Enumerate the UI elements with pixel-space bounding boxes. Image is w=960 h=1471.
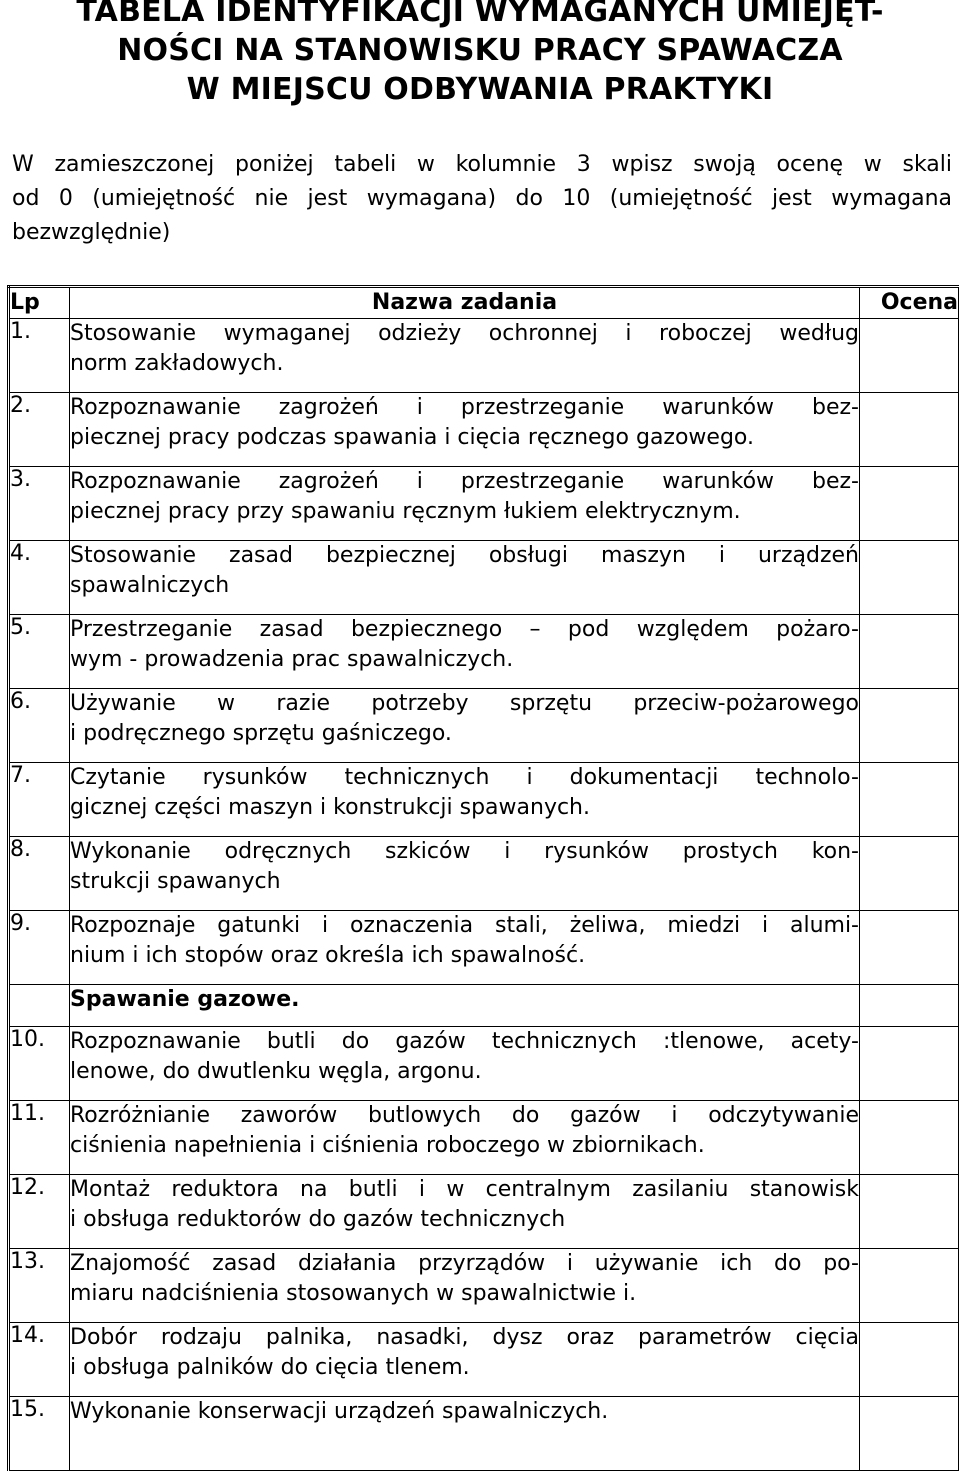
table-body-section [9, 985, 959, 1027]
task-name-cell [70, 837, 860, 911]
page-title [0, 0, 960, 109]
task-name-line: ciśnienia napełnienia i ciśnienia roboczego w zbiornikach. [70, 1133, 705, 1158]
score-input-cell[interactable] [860, 1323, 959, 1397]
task-name-line: spawalniczych [70, 573, 230, 598]
row-number: 3. [9, 467, 70, 541]
instructions-paragraph [12, 148, 952, 250]
header-score: Ocena [860, 287, 959, 319]
row-number: 2. [9, 393, 70, 467]
table-row [9, 1323, 959, 1397]
score-input-cell[interactable] [860, 1101, 959, 1175]
table-body-general [9, 319, 959, 985]
row-number: 8. [9, 837, 70, 911]
task-name [70, 911, 859, 971]
header-row [9, 287, 959, 319]
task-name [70, 1101, 859, 1161]
task-name [70, 1397, 859, 1427]
table-body-gas-welding [9, 1027, 959, 1471]
task-name-line: Rozpoznaje gatunki i oznaczenia stali, żeliwa, miedzi i alumi- [70, 913, 859, 938]
task-name [70, 541, 859, 601]
task-name-line: Wykonanie odręcznych szkiców i rysunków prostych kon- [70, 839, 859, 864]
table-row [9, 1027, 959, 1101]
table-header [9, 287, 959, 319]
section-title: Spawanie gazowe. [70, 985, 860, 1027]
score-input-cell[interactable] [860, 615, 959, 689]
row-number: 12. [9, 1175, 70, 1249]
instructions-line-1: W zamieszczonej poniżej tabeli w kolumnie 3 wpisz swoją ocenę w skali [12, 152, 952, 177]
row-number: 1. [9, 319, 70, 393]
task-name-cell [70, 1397, 860, 1471]
task-name-line: wym - prowadzenia prac spawalniczych. [70, 647, 514, 672]
row-number: 5. [9, 615, 70, 689]
task-name-cell [70, 1249, 860, 1323]
score-input-cell[interactable] [860, 911, 959, 985]
task-name [70, 393, 859, 453]
task-name-cell [70, 541, 860, 615]
row-number: 10. [9, 1027, 70, 1101]
task-name-cell [70, 911, 860, 985]
task-name-cell [70, 393, 860, 467]
score-input-cell[interactable] [860, 393, 959, 467]
task-name-line: piecznej pracy podczas spawania i cięcia ręcznego gazowego. [70, 425, 754, 450]
task-name-line: Dobór rodzaju palnika, nasadki, dysz oraz parametrów cięcia [70, 1325, 859, 1350]
task-name [70, 837, 859, 897]
score-input-cell[interactable] [860, 541, 959, 615]
table-row [9, 615, 959, 689]
score-input-cell[interactable] [860, 837, 959, 911]
header-task-name: Nazwa zadania [70, 287, 860, 319]
task-name-cell [70, 319, 860, 393]
task-name-cell [70, 763, 860, 837]
task-name-line: nium i ich stopów oraz określa ich spawalność. [70, 943, 586, 968]
task-name [70, 1027, 859, 1087]
task-name-line: Rozpoznawanie butli do gazów technicznych :tlenowe, acety- [70, 1029, 859, 1054]
instructions-line-3: bezwzględnie) [12, 220, 171, 245]
task-name-line: Rozpoznawanie zagrożeń i przestrzeganie warunków bez- [70, 469, 859, 494]
table-row [9, 1175, 959, 1249]
task-name-line: i obsługa reduktorów do gazów technicznych [70, 1207, 566, 1232]
task-name [70, 467, 859, 527]
table-row [9, 319, 959, 393]
task-name-line: Stosowanie wymaganej odzieży ochronnej i roboczej według [70, 321, 859, 346]
row-number: 13. [9, 1249, 70, 1323]
task-name [70, 319, 859, 379]
task-name-line: gicznej części maszyn i konstrukcji spawanych. [70, 795, 590, 820]
task-name-cell [70, 689, 860, 763]
task-name-cell [70, 1101, 860, 1175]
table-row [9, 689, 959, 763]
task-name-line: Znajomość zasad działania przyrządów i używanie ich do po- [70, 1251, 859, 1276]
skills-table [7, 285, 959, 1471]
task-name [70, 689, 859, 749]
task-name-line: Wykonanie konserwacji urządzeń spawalniczych. [70, 1399, 609, 1424]
task-name [70, 615, 859, 675]
task-name-line: Przestrzeganie zasad bezpiecznego – pod względem pożaro- [70, 617, 859, 642]
task-name-cell [70, 467, 860, 541]
task-name [70, 763, 859, 823]
table-row [9, 763, 959, 837]
score-input-cell[interactable] [860, 467, 959, 541]
task-name [70, 1249, 859, 1309]
task-name-line: norm zakładowych. [70, 351, 284, 376]
task-name-cell [70, 1323, 860, 1397]
row-number: 4. [9, 541, 70, 615]
section-lp-cell [9, 985, 70, 1027]
row-number: 7. [9, 763, 70, 837]
task-name-cell [70, 1027, 860, 1101]
row-number: 9. [9, 911, 70, 985]
score-input-cell[interactable] [860, 1027, 959, 1101]
task-name-line: lenowe, do dwutlenku węgla, argonu. [70, 1059, 482, 1084]
score-input-cell[interactable] [860, 689, 959, 763]
task-name-line: piecznej pracy przy spawaniu ręcznym łukiem elektrycznym. [70, 499, 741, 524]
score-input-cell[interactable] [860, 1175, 959, 1249]
row-number: 15. [9, 1397, 70, 1471]
row-number: 11. [9, 1101, 70, 1175]
table-row [9, 467, 959, 541]
section-row [9, 985, 959, 1027]
header-lp: Lp [9, 287, 70, 319]
section-score-cell [860, 985, 959, 1027]
score-input-cell[interactable] [860, 1249, 959, 1323]
table-row [9, 837, 959, 911]
task-name [70, 1323, 859, 1383]
task-name-line: Rozróżnianie zaworów butlowych do gazów i odczytywanie [70, 1103, 859, 1128]
row-number: 6. [9, 689, 70, 763]
task-name-line: Stosowanie zasad bezpiecznej obsługi maszyn i urządzeń [70, 543, 859, 568]
table-row [9, 1249, 959, 1323]
title-line-3: W MIEJSCU ODBYWANIA PRAKTYKI [186, 72, 774, 107]
title-line-1: TABELA IDENTYFIKACJI WYMAGANYCH UMIEJĘT- [76, 0, 884, 29]
task-name-line: Rozpoznawanie zagrożeń i przestrzeganie warunków bez- [70, 395, 859, 420]
score-input-cell[interactable] [860, 319, 959, 393]
title-line-2: NOŚCI NA STANOWISKU PRACY SPAWACZA [117, 33, 843, 68]
task-name-line: Używanie w razie potrzeby sprzętu przeciw-pożarowego [70, 691, 859, 716]
score-input-cell[interactable] [860, 763, 959, 837]
task-name-line: miaru nadciśnienia stosowanych w spawalnictwie i. [70, 1281, 637, 1306]
row-number: 14. [9, 1323, 70, 1397]
task-name-line: Montaż reduktora na butli i w centralnym zasilaniu stanowisk [70, 1177, 859, 1202]
task-name-line: strukcji spawanych [70, 869, 281, 894]
table-row [9, 911, 959, 985]
task-name-line: i podręcznego sprzętu gaśniczego. [70, 721, 452, 746]
table-row [9, 393, 959, 467]
task-name-line: i obsługa palników do cięcia tlenem. [70, 1355, 470, 1380]
table-row [9, 1397, 959, 1471]
task-name-cell [70, 615, 860, 689]
table-row [9, 1101, 959, 1175]
instructions-line-2: od 0 (umiejętność nie jest wymagana) do 10 (umiejętność jest wymagana [12, 186, 952, 211]
score-input-cell[interactable] [860, 1397, 959, 1471]
task-name-line: Czytanie rysunków technicznych i dokumentacji technolo- [70, 765, 859, 790]
task-name [70, 1175, 859, 1235]
table-row [9, 541, 959, 615]
task-name-cell [70, 1175, 860, 1249]
